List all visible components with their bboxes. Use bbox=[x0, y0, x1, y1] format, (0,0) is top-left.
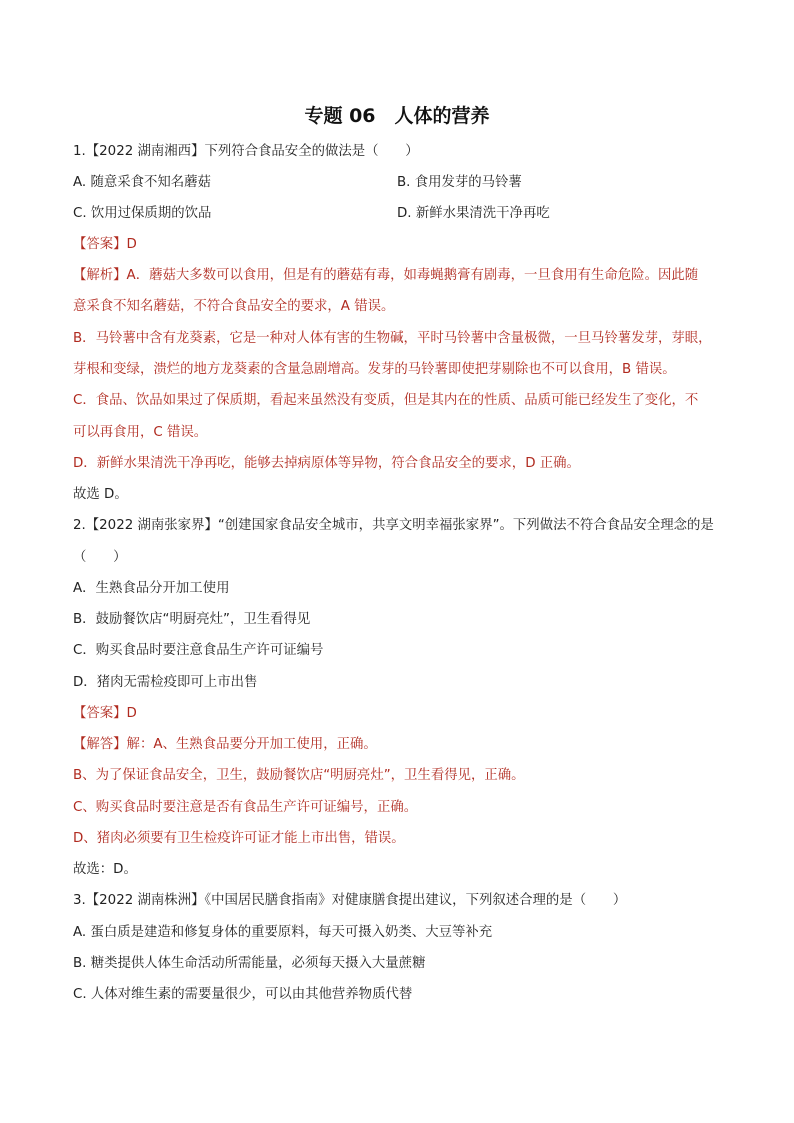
q1-option-a: A. 随意采食不知名蘑菇 bbox=[73, 175, 211, 190]
q2-option-d: D．猪肉无需检疫即可上市出售 bbox=[73, 675, 258, 690]
q2-analysis-1: 【解答】解：A、生熟食品要分开加工使用，正确。 bbox=[73, 737, 377, 752]
q2-analysis-2: B、为了保证食品安全，卫生，鼓励餐饮店“明厨亮灶”，卫生看得见，正确。 bbox=[73, 768, 525, 783]
q1-analysis-1: 【解析】A．蘑菇大多数可以食用，但是有的蘑菇有毒，如毒蝇鹅膏有剧毒，一旦食用有生命危险。因此随 bbox=[73, 268, 699, 283]
q1-analysis-5: C．食品、饮品如果过了保质期，看起来虽然没有变质，但是其内在的性质、品质可能已经发生了变化，不 bbox=[73, 393, 699, 408]
q2-option-b: B．鼓励餐饮店“明厨亮灶”，卫生看得见 bbox=[73, 612, 311, 627]
q3-option-b: B. 糖类提供人体生命活动所需能量，必须每天摄入大量蔗糖 bbox=[73, 956, 426, 971]
q1-analysis-4: 芽根和变绿，溃烂的地方龙葵素的含量急剧增高。发芽的马铃薯即使把芽剔除也不可以食用，B 错误。 bbox=[73, 362, 676, 377]
q3-option-c: C. 人体对维生素的需要量很少，可以由其他营养物质代替 bbox=[73, 987, 413, 1002]
q2-stem-2: （ ） bbox=[73, 550, 127, 565]
q2-option-c: C．购买食品时要注意食品生产许可证编号 bbox=[73, 643, 324, 658]
page-title: 专题 06 人体的营养 bbox=[304, 105, 490, 127]
q2-choice: 故选：D。 bbox=[73, 862, 137, 877]
q1-option-c: C. 饮用过保质期的饮品 bbox=[73, 206, 212, 221]
q2-answer: 【答案】D bbox=[73, 706, 137, 721]
q1-options-row-2 bbox=[73, 205, 733, 223]
q2-analysis-4: D、猪肉必须要有卫生检疫许可证才能上市出售，错误。 bbox=[73, 831, 405, 846]
q1-choice: 故选 D。 bbox=[73, 487, 128, 502]
q1-analysis-7: D．新鲜水果清洗干净再吃，能够去掉病原体等异物，符合食品安全的要求，D 正确。 bbox=[73, 456, 580, 471]
q1-option-d: D. 新鲜水果清洗干净再吃 bbox=[397, 206, 550, 221]
q2-analysis-3: C、购买食品时要注意是否有食品生产许可证编号，正确。 bbox=[73, 800, 418, 815]
q1-analysis-6: 可以再食用，C 错误。 bbox=[73, 425, 208, 440]
q3-option-a: A. 蛋白质是建造和修复身体的重要原料，每天可摄入奶类、大豆等补充 bbox=[73, 925, 493, 940]
q3-stem: 3.【2022 湖南株洲】《中国居民膳食指南》对健康膳食提出建议，下列叙述合理的是（ ） bbox=[73, 893, 627, 908]
q1-options-row-1 bbox=[73, 174, 733, 192]
q1-answer: 【答案】D bbox=[73, 237, 137, 252]
q1-stem: 1.【2022 湖南湘西】下列符合食品安全的做法是（ ） bbox=[73, 144, 419, 159]
q2-option-a: A．生熟食品分开加工使用 bbox=[73, 581, 230, 596]
q1-option-b: B. 食用发芽的马铃薯 bbox=[397, 175, 522, 190]
q1-analysis-2: 意采食不知名蘑菇，不符合食品安全的要求，A 错误。 bbox=[73, 299, 395, 314]
q1-analysis-3: B．马铃薯中含有龙葵素，它是一种对人体有害的生物碱，平时马铃薯中含量极微，一旦马铃薯发芽，芽眼， bbox=[73, 331, 712, 346]
q2-stem-1: 2.【2022 湖南张家界】“创建国家食品安全城市，共享文明幸福张家界”。下列做法不符合食品安全理念的是 bbox=[73, 518, 714, 533]
